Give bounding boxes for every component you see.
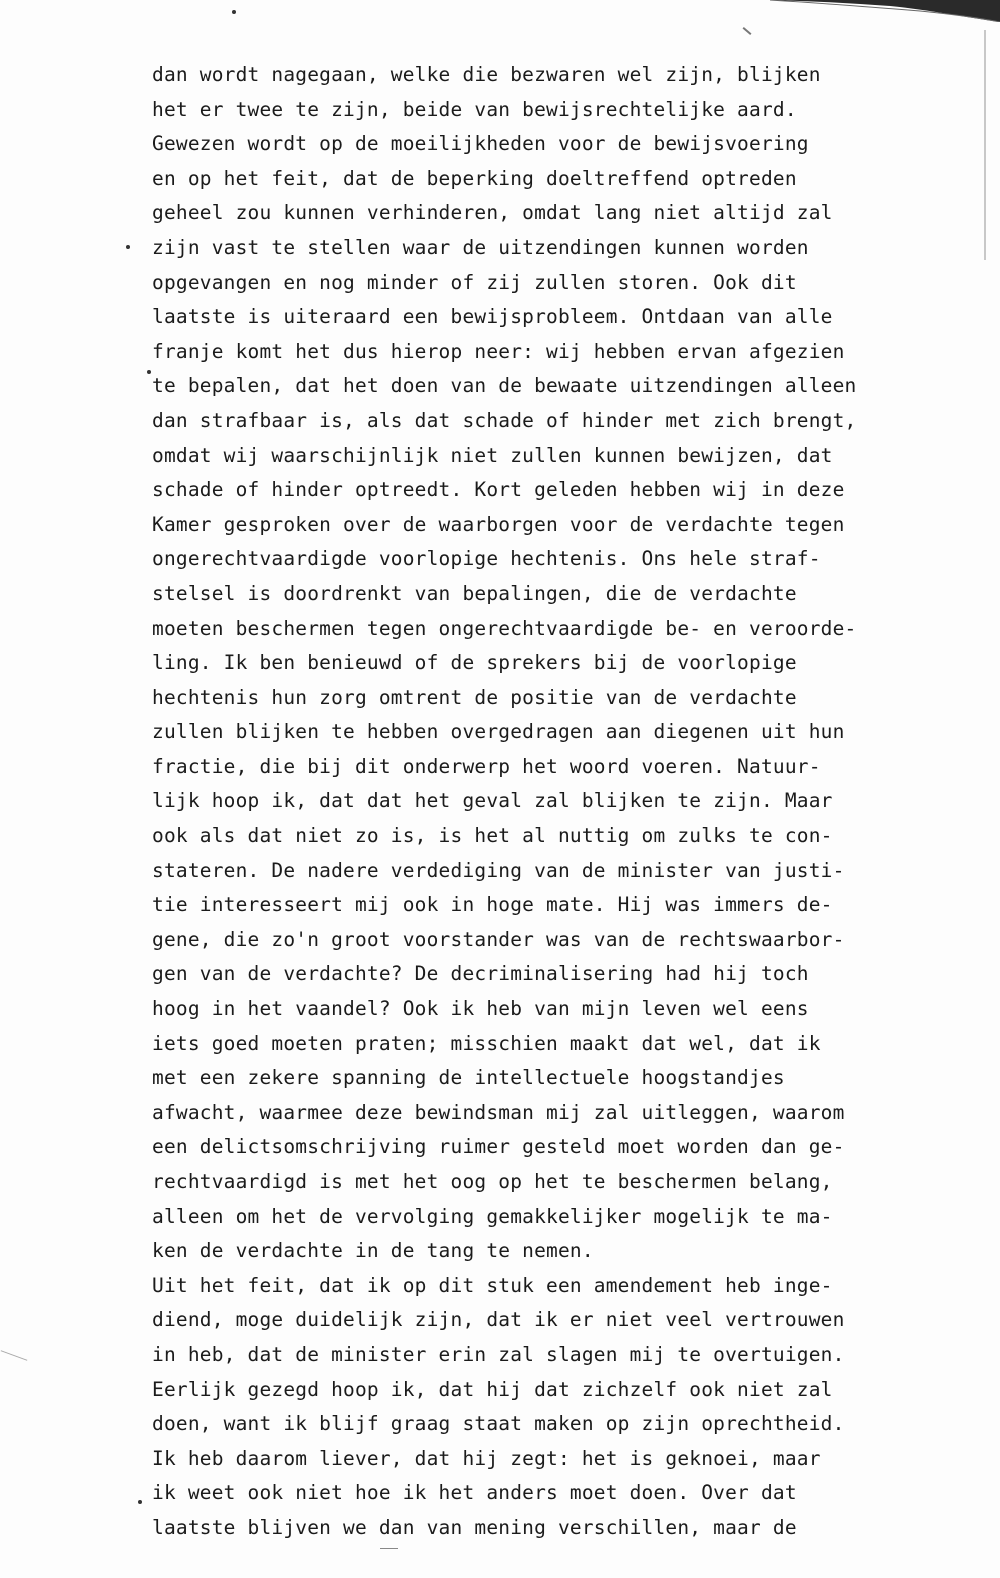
text-line: lijk hoop ik, dat dat het geval zal blijken te zijn. Maar xyxy=(152,789,833,813)
text-line: gene, die zo'n groot voorstander was van de rechtswaarbor- xyxy=(152,927,845,951)
text-line: laatste blijven we dan van mening verschillen, maar de xyxy=(152,1515,797,1539)
text-line: met een zekere spanning de intellectuele hoogstandjes xyxy=(152,1066,785,1090)
text-line: zijn vast te stellen waar de uitzendingen kunnen worden xyxy=(152,235,809,259)
text-line: ken de verdachte in de tang te nemen. xyxy=(152,1239,594,1263)
text-line: in heb, dat de minister erin zal slagen mij te overtuigen. xyxy=(152,1342,845,1366)
scan-speck xyxy=(232,10,236,14)
text-line: geheel zou kunnen verhinderen, omdat lang niet altijd zal xyxy=(152,201,833,225)
text-line: afwacht, waarmee deze bewindsman mij zal uitleggen, waarom xyxy=(152,1100,845,1124)
text-line: rechtvaardigd is met het oog op het te beschermen belang, xyxy=(152,1170,833,1193)
text-line: dan strafbaar is, als dat schade of hinder met zich brengt, xyxy=(152,408,857,432)
text-line: stelsel is doordrenkt van bepalingen, die de verdachte xyxy=(152,581,797,605)
text-line: ik weet ook niet hoe ik het anders moet doen. Over dat xyxy=(152,1481,797,1505)
text-line: te bepalen, dat het doen van de bewaate uitzendingen alleen xyxy=(152,374,857,398)
text-line: Ik heb daarom liever, dat hij zegt: het is geknoei, maar xyxy=(152,1446,821,1470)
scan-smudge xyxy=(743,27,752,35)
text-line: doen, want ik blijf graag staat maken op zijn oprechtheid. xyxy=(152,1412,845,1436)
scan-smudge xyxy=(1,1350,28,1361)
scan-shadow-corner xyxy=(770,0,1000,22)
text-line: hechtenis hun zorg omtrent de positie van de verdachte xyxy=(152,685,797,709)
text-line: laatste is uiteraard een bewijsprobleem. Ontdaan van alle xyxy=(152,305,833,329)
text-line: stateren. De nadere verdediging van de minister van justi- xyxy=(152,858,845,882)
text-line: schade of hinder optreedt. Kort geleden hebben wij in deze xyxy=(152,478,845,502)
text-line: en op het feit, dat de beperking doeltreffend optreden xyxy=(152,166,797,190)
text-line: ling. Ik ben benieuwd of de sprekers bij de voorlopige xyxy=(152,651,797,675)
scan-speck xyxy=(138,1500,142,1504)
text-line: Kamer gesproken over de waarborgen voor de verdachte tegen xyxy=(152,512,845,536)
text-line: dan wordt nagegaan, welke die bezwaren wel zijn, blijken xyxy=(152,63,821,86)
text-line: hoog in het vaandel? Ook ik heb van mijn leven wel eens xyxy=(152,997,809,1021)
text-line: ook als dat niet zo is, is het al nuttig om zulks te con- xyxy=(152,824,833,848)
text-line: zullen blijken te hebben overgedragen aan diegenen uit hun xyxy=(152,720,845,744)
text-line: opgevangen en nog minder of zij zullen storen. Ook dit xyxy=(152,270,797,294)
text-line: Uit het feit, dat ik op dit stuk een amendement heb inge- xyxy=(152,1273,833,1297)
text-line: tie interesseert mij ook in hoge mate. Hij was immers de- xyxy=(152,893,833,917)
text-line: omdat wij waarschijnlijk niet zullen kunnen bewijzen, dat xyxy=(152,443,833,467)
text-line: moeten beschermen tegen ongerechtvaardigde be- en veroorde- xyxy=(152,616,857,640)
text-line: ongerechtvaardigde voorlopige hechtenis. Ons hele straf- xyxy=(152,547,821,571)
text-line: een delictsomschrijving ruimer gesteld moet worden dan ge- xyxy=(152,1135,845,1159)
document-body xyxy=(152,58,982,1546)
text-line: diend, moge duidelijk zijn, dat ik er niet veel vertrouwen xyxy=(152,1308,845,1332)
text-line: iets goed moeten praten; misschien maakt dat wel, dat ik xyxy=(152,1031,821,1055)
text-line: Gewezen wordt op de moeilijkheden voor de bewijsvoering xyxy=(152,132,809,156)
text-line: alleen om het de vervolging gemakkelijker mogelijk te ma- xyxy=(152,1204,833,1228)
text-line: het er twee te zijn, beide van bewijsrechtelijke aard. xyxy=(152,97,797,121)
text-line: gen van de verdachte? De decriminalisering had hij toch xyxy=(152,962,809,986)
text-line: franje komt het dus hierop neer: wij hebben ervan afgezien xyxy=(152,339,845,363)
scan-speck xyxy=(126,245,130,249)
scan-smudge xyxy=(380,1548,398,1549)
text-line: Eerlijk gezegd hoop ik, dat hij dat zichzelf ook niet zal xyxy=(152,1377,833,1401)
scan-edge-line xyxy=(984,30,986,260)
text-line: fractie, die bij dit onderwerp het woord voeren. Natuur- xyxy=(152,754,821,778)
scan-speck xyxy=(147,370,151,374)
